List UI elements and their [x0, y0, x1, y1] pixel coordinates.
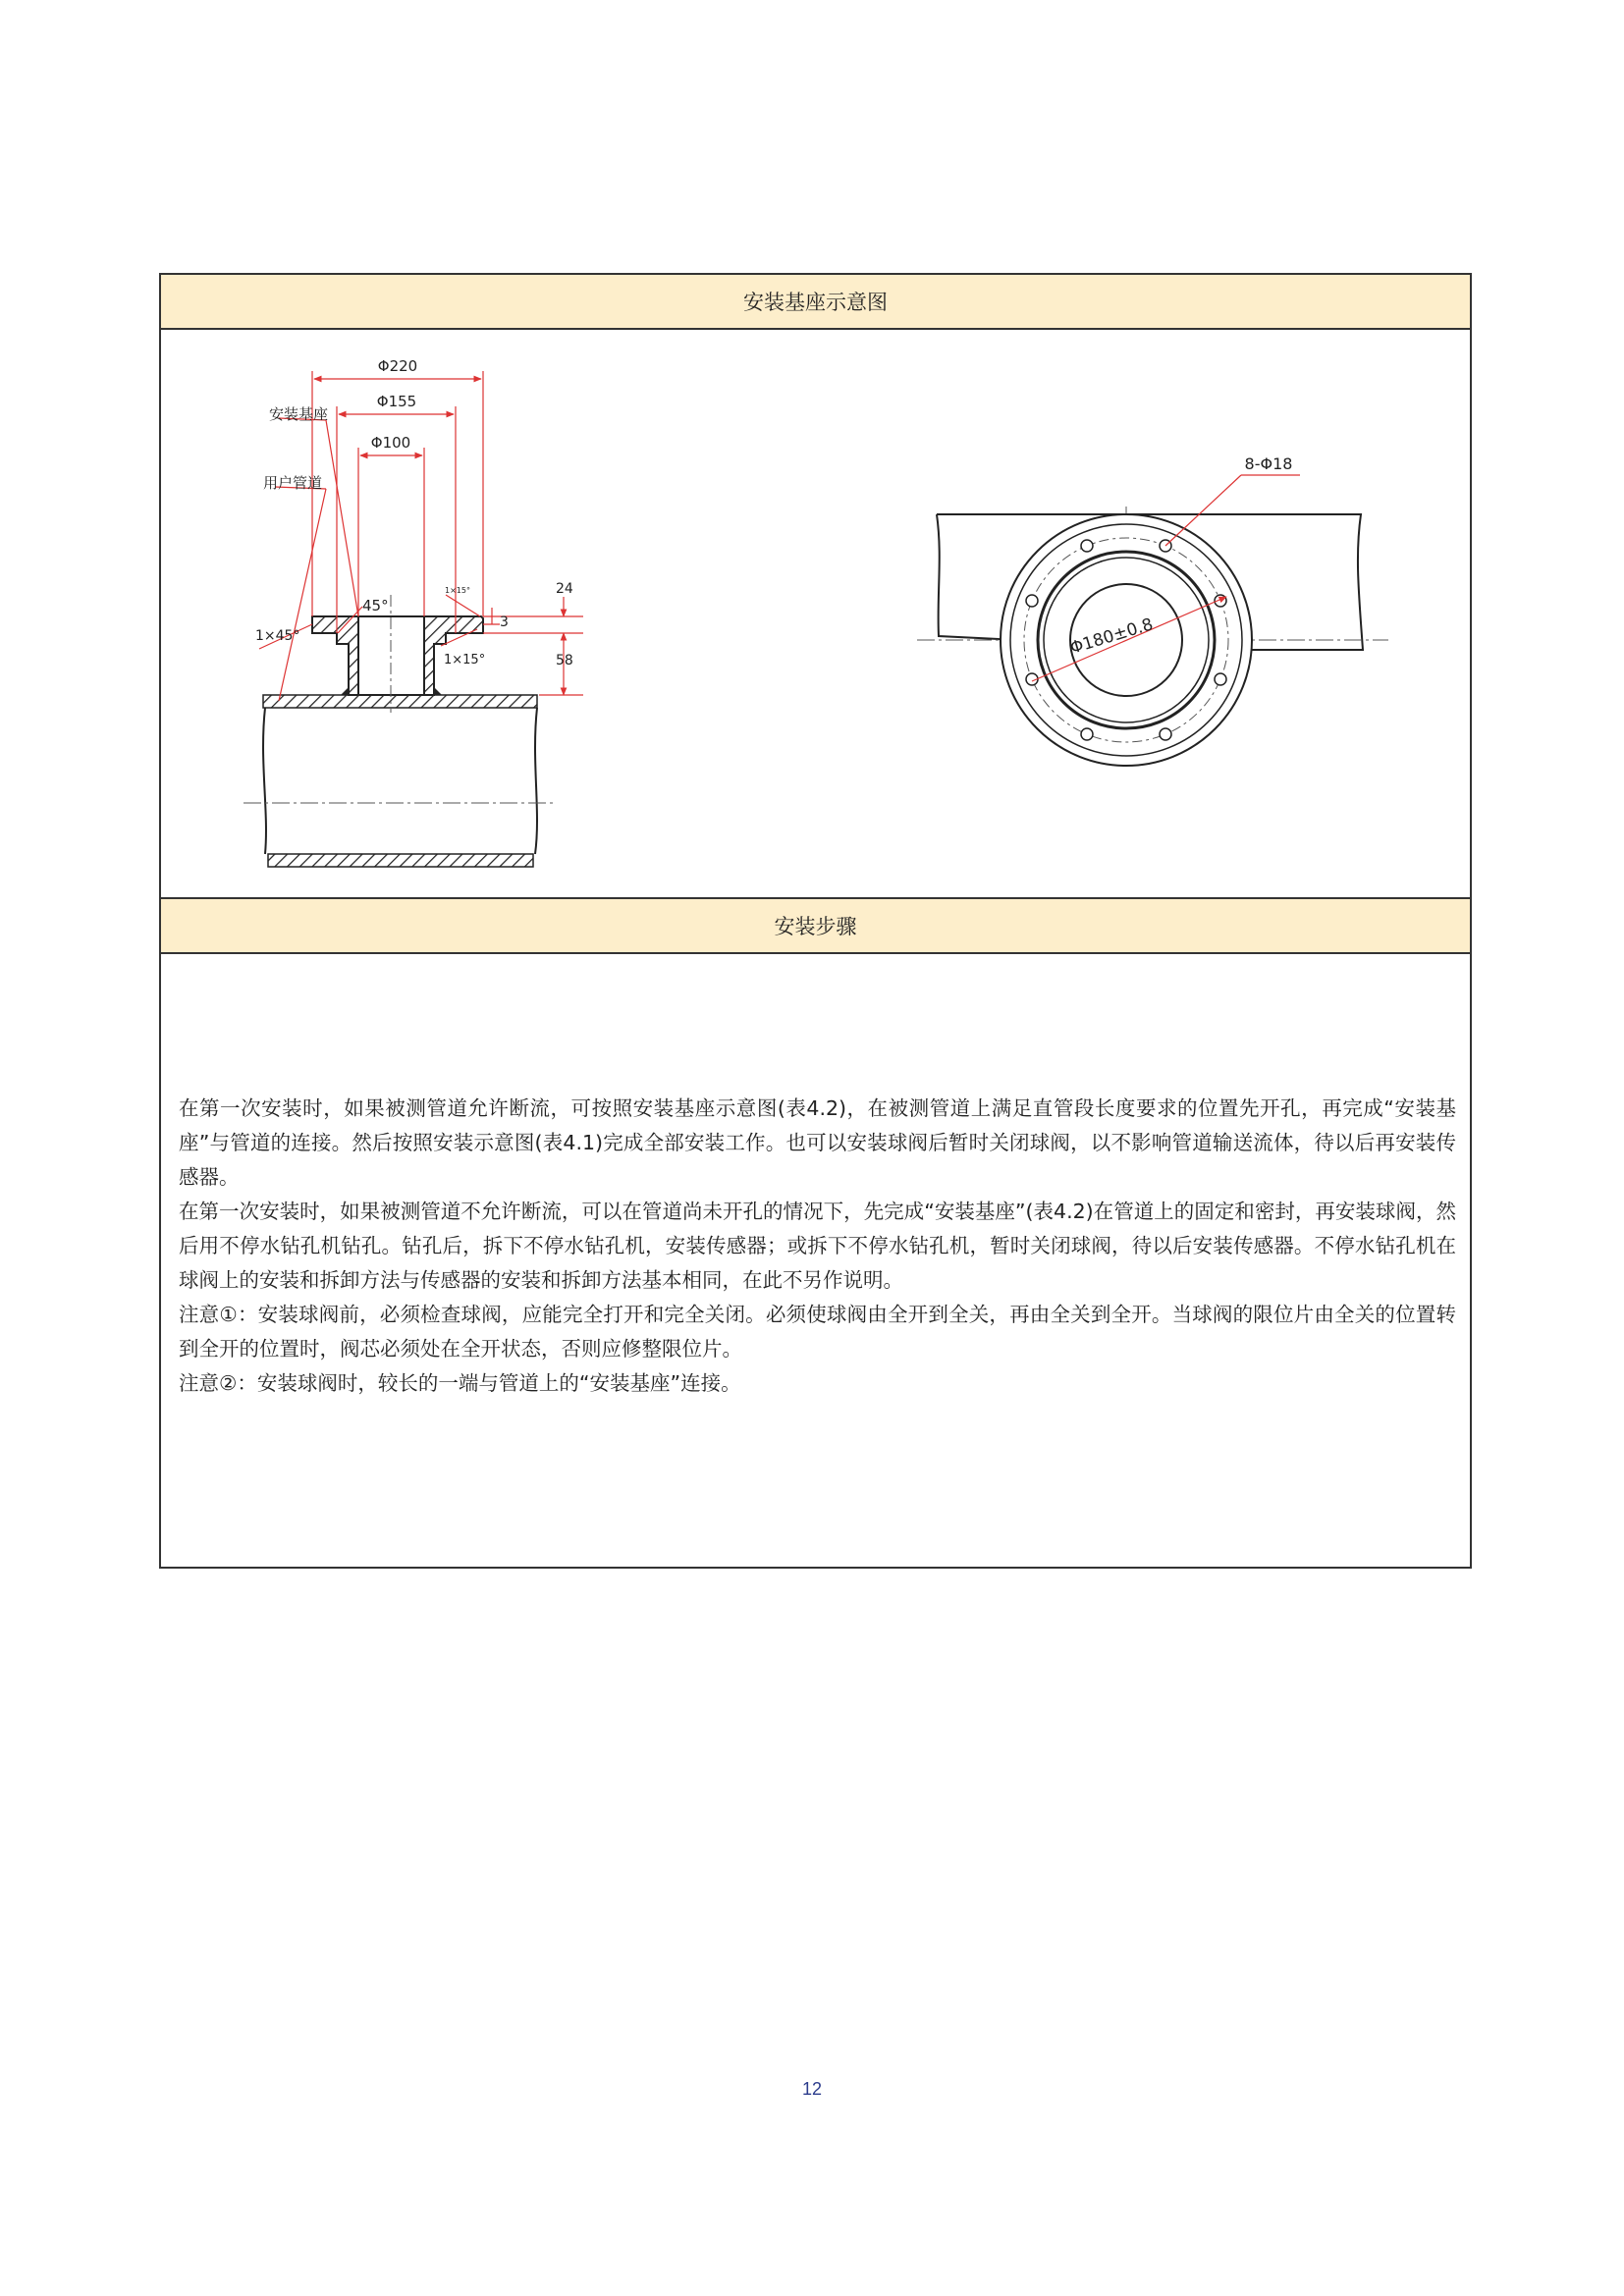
paragraph: 注意①：安装球阀前，必须检查球阀，应能完全打开和完全关闭。必须使球阀由全开到全关，再由全关到全开。当球阀的限位片由全关的位置转到全开的位置时，阀芯必须处在全开状态，否则应修整限位片。	[179, 1303, 1456, 1361]
label-pipe: 用户管道	[263, 474, 323, 492]
dim-d220: Φ220	[377, 357, 418, 375]
dim-d100: Φ100	[370, 434, 411, 452]
section-title-base-diagram: 安装基座示意图	[743, 291, 888, 314]
dim-holes: 8-Φ18	[1244, 454, 1293, 473]
content-table	[159, 273, 1472, 1569]
installation-base-drawing	[161, 330, 1470, 897]
dim-24: 24	[556, 581, 573, 597]
dim-chamfer-small-right: 1×15°	[444, 653, 486, 667]
label-base: 安装基座	[269, 405, 329, 423]
dim-d155: Φ155	[376, 393, 417, 410]
page-number: 12	[801, 2079, 823, 2099]
paragraph: 在第一次安装时，如果被测管道允许断流，可按照安装基座示意图(表4.2)，在被测管道上满足直管段长度要求的位置先开孔，再完成“安装基座”与管道的连接。然后按照安装示意图(表4.1)完成全部安装工作。也可以安装球阀后暂时关闭球阀，以不影响管道输送流体，待以后再安装传感器。	[179, 1096, 1456, 1189]
paragraph: 在第一次安装时，如果被测管道不允许断流，可以在管道尚未开孔的情况下，先完成“安装基座”(表4.2)在管道上的固定和密封，再安装球阀，然后用不停水钻孔机钻孔。钻孔后，拆下不停水钻孔机，安装传感器；或拆下不停水钻孔机，暂时关闭球阀，待以后安装传感器。不停水钻孔机在球阀上的安装和拆卸方法与传感器的安装和拆卸方法基本相同，在此不另作说明。	[179, 1200, 1456, 1292]
dim-3: 3	[500, 614, 509, 630]
section-header-install-steps	[161, 897, 1470, 954]
install-steps-text	[179, 1092, 1456, 1401]
section-header-base-diagram	[161, 275, 1470, 330]
dim-angle45: 45°	[362, 597, 389, 614]
paragraph: 注意②：安装球阀时，较长的一端与管道上的“安装基座”连接。	[179, 1371, 741, 1395]
pipe-section-view	[244, 357, 583, 867]
top-view	[917, 454, 1388, 766]
section-title-install-steps: 安装步骤	[774, 915, 857, 938]
dim-58: 58	[556, 653, 573, 668]
dim-chamfer-small-top: 1×15°	[445, 586, 470, 595]
dim-chamfer-left: 1×45°	[255, 628, 300, 644]
dim-pcd: Φ180±0.8	[1067, 614, 1156, 659]
